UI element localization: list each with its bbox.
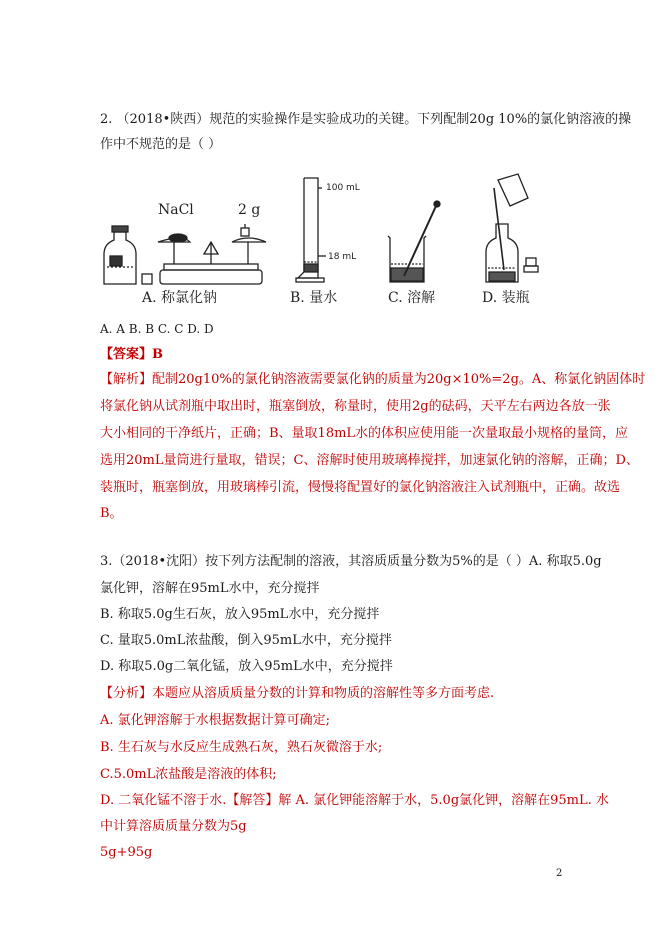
q3-analysis-a: A. 氯化钾溶解于水根据数据计算可确定; [100,713,331,728]
q3-option-c: C. 量取5.0mL浓盐酸，倒入95mL水中，充分搅拌 [100,633,392,648]
q2-analysis-line4: 选用20mL量筒进行量取，错误；C、溶解时使用玻璃棒搅拌，加速氯化钠的溶解，正确；D、 [100,453,639,468]
caption-a: A. 称氯化钠 [142,290,218,306]
q3-solution-line: 中计算溶质质量分数为5g [100,819,247,834]
q3-stem-line1: 3.（2018•沈阳）按下列方法配制的溶液，其溶质质量分数为5%的是（ ）A. 称取5.0g [100,554,602,569]
q2-analysis-line1: 【解析】配制20g10%的氯化钠溶液需要氯化钠的质量为20g×10%=2g。A、称氯化钠固体时 [100,372,646,387]
q3-option-b: B. 称取5.0g生石灰，放入95mL水中，充分搅拌 [100,607,380,622]
q3-analysis-head: 【分析】本题应从溶质质量分数的计算和物质的溶解性等多方面考虑. [100,686,495,701]
pouring-bottle-icon [486,174,538,282]
q3-option-d: D. 称取5.0g二氧化锰，放入95mL水中，充分搅拌 [100,659,393,674]
q2-analysis-line2: 将氯化钠从试剂瓶中取出时，瓶塞倒放，称量时，使用2g的砝码，天平左右两边各放一张 [100,399,611,414]
reagent-bottle-icon [104,226,136,284]
q2-analysis-line5: 装瓶时，瓶塞倒放，用玻璃棒引流，慢慢将配置好的氯化钠溶液注入试剂瓶中，正确。故选 [100,480,621,495]
q2-analysis-line3: 大小相同的干净纸片，正确；B、量取18mL水的体积应使用能一次量取最小规格的量筒，应 [100,426,629,441]
caption-b: B. 量水 [290,290,338,306]
balance-icon [158,224,266,284]
q2-options: A. A B. B C. C D. D [100,322,214,336]
caption-d: D. 装瓶 [482,290,530,306]
q2-stem-line2: 作中不规范的是（ ） [100,137,222,152]
caption-c: C. 溶解 [388,290,436,306]
q2-analysis-line6: B。 [100,506,123,521]
q3-fraction-denominator: 5g+95g [100,845,153,860]
q2-answer: 【答案】B [100,347,163,362]
cylinder-18ml-label: 18 mL [328,252,357,262]
weight-label: 2 g [238,202,261,218]
cylinder-100ml-label: 100 mL [326,183,360,193]
nacl-label: NaCl [158,202,194,218]
stopper-icon [142,274,152,284]
q3-analysis-d: D. 二氧化锰不溶于水.【解答】解 A. 氯化钾能溶解于水，5.0g氯化钾，溶解在95mL. 水 [100,793,609,808]
beaker-icon [388,201,440,282]
page-number: 2 [556,868,563,879]
measuring-cylinder-icon [296,178,326,282]
q2-stem-line1: 2. （2018•陕西）规范的实验操作是实验成功的关键。下列配制20g 10%的氯化钠溶液的操 [100,112,632,127]
q2-figure [98,172,568,312]
q3-analysis-b: B. 生石灰与水反应生成熟石灰，熟石灰微溶于水; [100,740,383,755]
q3-stem-line2: 氯化钾，溶解在95mL水中，充分搅拌 [100,581,320,596]
q3-analysis-c: C.5.0mL浓盐酸是溶液的体积; [100,767,277,782]
